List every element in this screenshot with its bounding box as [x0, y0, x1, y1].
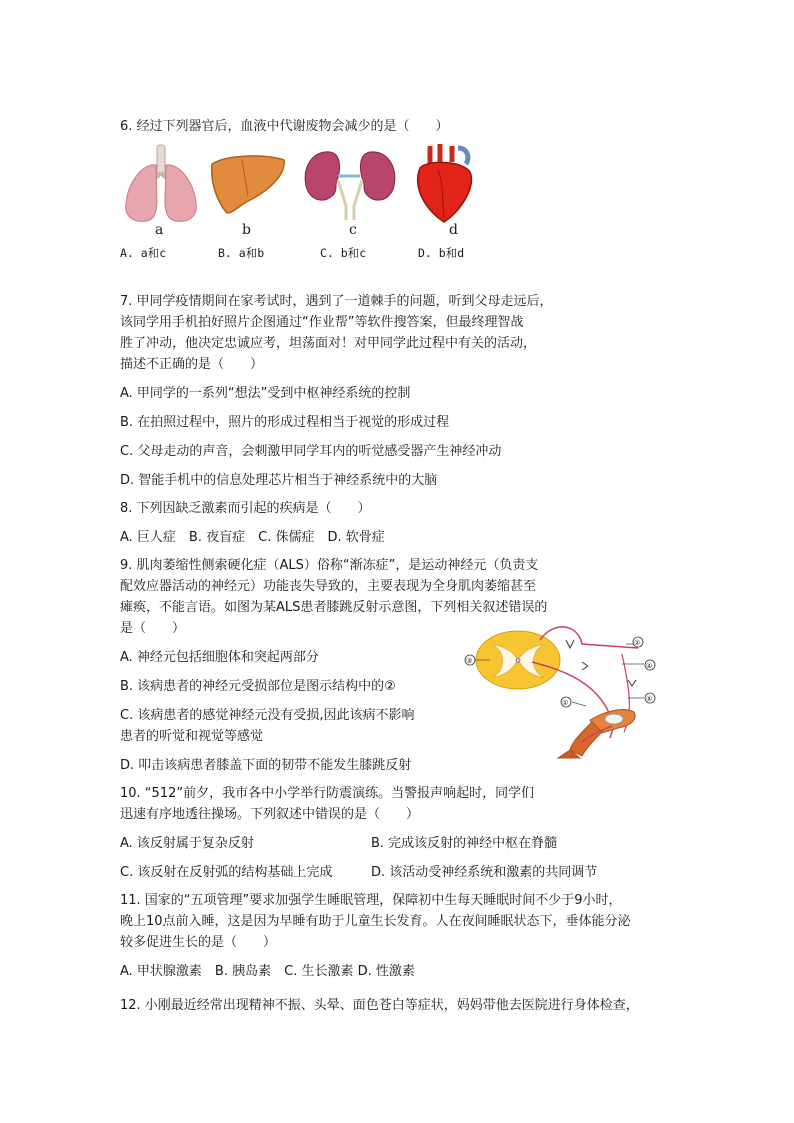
q6-option-a: A. a和c: [120, 246, 167, 260]
q7-line-4: 描述不正确的是（ ）: [120, 357, 264, 372]
q9-line-1: 9. 肌肉萎缩性侧索硬化症（ALS）俗称“渐冻症”，是运动神经元（负责支: [120, 558, 539, 573]
liver-icon: [208, 150, 288, 220]
q9-line-2: 配效应器活动的神经元）功能丧失导致的，主要表现为全身肌肉萎缩甚至: [120, 579, 537, 594]
q10-line-2: 迅速有序地透往操场。下列叙述中错误的是（ ）: [120, 807, 420, 822]
organ-label-b: b: [242, 222, 251, 238]
q6-option-c: C. b和c: [320, 246, 367, 260]
q9-option-a: A. 神经元包括细胞体和突起两部分: [120, 650, 319, 665]
q10-option-c: C. 该反射在反射弧的结构基础上完成: [120, 865, 333, 880]
q8-stem: 8. 下列因缺乏激素而引起的疾病是（ ）: [120, 501, 371, 516]
q7-option-d: D. 智能手机中的信息处理芯片相当于神经系统中的大脑: [120, 473, 438, 488]
q9-option-d: D. 叩击该病患者膝盖下面的韧带不能发生膝跳反射: [120, 758, 412, 773]
fig-label-3: ③: [466, 657, 473, 665]
q9-option-c-line-1: C. 该病患者的感觉神经元没有受损,因此该病不影响: [120, 708, 415, 723]
q7-option-c: C. 父母走动的声音，会刺激甲同学耳内的听觉感受器产生神经冲动: [120, 444, 502, 459]
q7-line-3: 胜了冲动，他决定忠诚应考，坦荡面对！对甲同学此过程中有关的活动，: [120, 336, 537, 351]
q11-line-2: 晚上10点前入睡，这是因为早睡有助于儿童生长发育。人在夜间睡眠状态下，垂体能分泌: [120, 914, 631, 929]
q11-line-1: 11. 国家的“五项管理”要求加强学生睡眠管理，保障初中生每天睡眠时间不少于9小时，: [120, 893, 622, 908]
organ-label-c: c: [349, 222, 357, 238]
fig-label-1: ①: [562, 699, 569, 707]
q9-option-b: B. 该病患者的神经元受损部位是图示结构中的②: [120, 679, 396, 694]
fig-label-2: ②: [634, 639, 641, 647]
q12-stem: 12. 小刚最近经常出现精神不振、头晕、面色苍白等症状，妈妈带他去医院进行身体检查，: [120, 998, 639, 1013]
q9-line-4: 是（ ）: [120, 621, 186, 636]
q10-option-b: B. 完成该反射的神经中枢在脊髓: [371, 836, 558, 851]
q6-option-b: B. a和b: [218, 246, 265, 260]
q9-line-3: 瘫痪，不能言语。如图为某ALS患者膝跳反射示意图，下列相关叙述错误的: [120, 600, 548, 615]
fig-label-4: ④: [646, 662, 653, 670]
q7-line-1: 7. 甲同学疫情期间在家考试时，遇到了一道棘手的问题，听到父母走远后，: [120, 294, 553, 309]
q7-option-b: B. 在拍照过程中，照片的形成过程相当于视觉的形成过程: [120, 415, 450, 430]
lungs-icon: [122, 143, 200, 225]
organ-label-d: d: [449, 222, 458, 238]
q8-options: A. 巨人症 B. 夜盲症 C. 侏儒症 D. 软骨症: [120, 530, 385, 545]
q7-option-a: A. 甲同学的一系列“想法”受到中枢神经系统的控制: [120, 386, 411, 401]
q10-option-a: A. 该反射属于复杂反射: [120, 836, 254, 851]
q10-option-d: D. 该活动受神经系统和激素的共同调节: [371, 865, 598, 880]
fig-label-5: ⑤: [646, 695, 653, 703]
organ-label-a: a: [155, 222, 164, 238]
kidneys-icon: [300, 146, 400, 224]
q6-stem: 6. 经过下列器官后，血液中代谢废物会减少的是（ ）: [120, 119, 449, 134]
knee-reflex-diagram: [462, 622, 668, 760]
heart-icon: [412, 142, 476, 224]
q7-line-2: 该同学用手机拍好照片企图通过“作业帮”等软件搜答案，但最终理智战: [120, 315, 524, 330]
q9-option-c-line-2: 患者的听觉和视觉等感觉: [120, 729, 264, 744]
q11-line-3: 较多促进生长的是（ ）: [120, 935, 277, 950]
q11-options: A. 甲状腺激素 B. 胰岛素 C. 生长激素 D. 性激素: [120, 964, 415, 979]
svg-text:0: 0: [516, 658, 520, 665]
q10-line-1: 10. “512”前夕，我市各中小学举行防震演练。当警报声响起时，同学们: [120, 786, 535, 801]
q6-option-d: D. b和d: [418, 246, 465, 260]
